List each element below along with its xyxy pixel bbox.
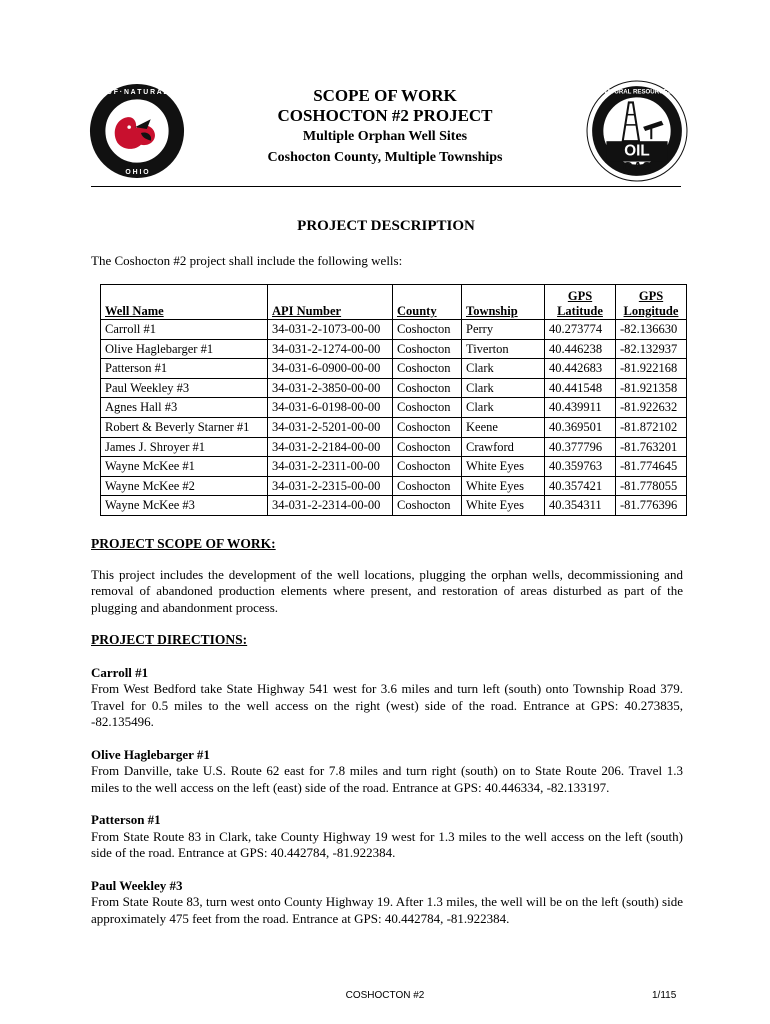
- cell-township: Clark: [462, 378, 545, 398]
- cell-county: Coshocton: [393, 320, 462, 340]
- header-gps-latitude: GPS Latitude: [545, 285, 616, 320]
- cell-well-name: Wayne McKee #3: [101, 496, 268, 516]
- direction-title: Olive Haglebarger #1: [91, 746, 210, 762]
- table-row: [101, 457, 687, 477]
- document-header: [190, 86, 580, 168]
- cell-township: White Eyes: [462, 476, 545, 496]
- cell-latitude: 40.273774: [545, 320, 616, 340]
- cell-well-name: James J. Shroyer #1: [101, 437, 268, 457]
- cell-township: White Eyes: [462, 457, 545, 477]
- cell-longitude: -81.774645: [616, 457, 687, 477]
- table-row: [101, 437, 687, 457]
- header-township: Township: [462, 285, 545, 320]
- cell-longitude: -82.132937: [616, 339, 687, 359]
- cell-township: Perry: [462, 320, 545, 340]
- cell-longitude: -81.922168: [616, 359, 687, 379]
- project-description-intro: The Coshocton #2 project shall include the following wells:: [91, 253, 403, 268]
- cell-longitude: -81.872102: [616, 417, 687, 437]
- cell-latitude: 40.357421: [545, 476, 616, 496]
- project-description-heading: PROJECT DESCRIPTION: [297, 218, 475, 234]
- cell-latitude: 40.439911: [545, 398, 616, 418]
- title-line-2: COSHOCTON #2 PROJECT: [277, 106, 493, 125]
- table-row: [101, 476, 687, 496]
- cell-township: Tiverton: [462, 339, 545, 359]
- cell-county: Coshocton: [393, 476, 462, 496]
- svg-text:NATURAL RESOURCES: NATURAL RESOURCES: [602, 88, 672, 96]
- oil-gas-division-logo: [586, 80, 688, 182]
- cell-api-number: 34-031-6-0198-00-00: [268, 398, 393, 418]
- cell-township: Crawford: [462, 437, 545, 457]
- directions-section: [91, 632, 683, 927]
- footer-project-name: COSHOCTON #2: [345, 990, 425, 1001]
- cell-latitude: 40.446238: [545, 339, 616, 359]
- cell-county: Coshocton: [393, 417, 462, 437]
- cell-well-name: Carroll #1: [101, 320, 268, 340]
- directions-heading: PROJECT DIRECTIONS:: [91, 632, 248, 647]
- cell-api-number: 34-031-2-2315-00-00: [268, 476, 393, 496]
- cell-latitude: 40.369501: [545, 417, 616, 437]
- cell-county: Coshocton: [393, 378, 462, 398]
- cell-township: Clark: [462, 359, 545, 379]
- cell-api-number: 34-031-2-1073-00-00: [268, 320, 393, 340]
- cell-api-number: 34-031-2-2311-00-00: [268, 457, 393, 477]
- direction-text: From State Route 83 in Clark, take County Highway 19 west for 1.3 miles to the well access on the left (south) side of the road. Entrance at GPS: 40.442784, -81.922384.: [91, 828, 683, 860]
- scope-paragraph: This project includes the development of the well locations, plugging the orphan wells, decommissioning and removal of abandoned production elements where present, and restoration of areas disturbed as part of the plugging and abandonment process.: [91, 566, 683, 615]
- cell-latitude: 40.354311: [545, 496, 616, 516]
- cell-latitude: 40.441548: [545, 378, 616, 398]
- cell-county: Coshocton: [393, 339, 462, 359]
- direction-title: Patterson #1: [91, 812, 161, 827]
- cell-latitude: 40.359763: [545, 457, 616, 477]
- direction-item: [91, 812, 683, 862]
- table-row: [101, 398, 687, 418]
- cell-well-name: Agnes Hall #3: [101, 398, 268, 418]
- direction-item: [91, 878, 683, 928]
- cell-api-number: 34-031-2-2184-00-00: [268, 437, 393, 457]
- cell-county: Coshocton: [393, 437, 462, 457]
- cell-api-number: 34-031-2-5201-00-00: [268, 417, 393, 437]
- direction-item: [91, 665, 683, 731]
- direction-title: Carroll #1: [91, 664, 149, 680]
- cell-township: Keene: [462, 417, 545, 437]
- cell-longitude: -81.921358: [616, 378, 687, 398]
- cell-well-name: Wayne McKee #2: [101, 476, 268, 496]
- cell-api-number: 34-031-2-2314-00-00: [268, 496, 393, 516]
- table-row: [101, 417, 687, 437]
- table-row: [101, 496, 687, 516]
- direction-text: From West Bedford take State Highway 541 west for 3.6 miles and turn left (south) onto Township Road 379. Travel for 0.5 miles to the well access on the right (west) side of the road. Entrance at GPS: 40.273835, -82.135496.: [91, 681, 683, 729]
- cell-well-name: Robert & Beverly Starner #1: [101, 417, 268, 437]
- cell-county: Coshocton: [393, 457, 462, 477]
- cell-well-name: Wayne McKee #1: [101, 457, 268, 477]
- direction-text: From Danville, take U.S. Route 62 east for 7.8 miles and turn right (south) on to State Route 206. Travel 1.3 miles to the well access on the left (east) side of the road. Entrance at GPS: 40.446334, -82.133197.: [91, 763, 683, 795]
- table-row: [101, 339, 687, 359]
- table-row: [101, 378, 687, 398]
- header-well-name: Well Name: [101, 285, 268, 320]
- cell-longitude: -81.776396: [616, 496, 687, 516]
- cell-county: Coshocton: [393, 496, 462, 516]
- cell-county: Coshocton: [393, 359, 462, 379]
- cell-api-number: 34-031-6-0900-00-00: [268, 359, 393, 379]
- wells-table-header-row: [101, 285, 687, 320]
- cell-well-name: Patterson #1: [101, 359, 268, 379]
- cell-township: White Eyes: [462, 496, 545, 516]
- scope-heading: PROJECT SCOPE OF WORK:: [91, 536, 276, 551]
- odnr-seal-logo: [88, 82, 186, 180]
- direction-item: [91, 747, 683, 797]
- wells-table: [100, 284, 687, 516]
- header-county: County: [393, 285, 462, 320]
- svg-text:GAS: GAS: [622, 158, 652, 174]
- direction-text: From State Route 83, turn west onto County Highway 19. After 1.3 miles, the well will be on the left (south) side approximately 475 feet from the road. Entrance at GPS: 40.442784, -81.922384.: [91, 894, 683, 926]
- header-api-number: API Number: [268, 285, 393, 320]
- scope-section: [91, 536, 683, 616]
- header-divider: [91, 186, 681, 187]
- title-line-1: SCOPE OF WORK: [313, 86, 457, 105]
- cell-longitude: -81.763201: [616, 437, 687, 457]
- cell-longitude: -81.778055: [616, 476, 687, 496]
- cell-api-number: 34-031-2-3850-00-00: [268, 378, 393, 398]
- cell-county: Coshocton: [393, 398, 462, 418]
- cell-township: Clark: [462, 398, 545, 418]
- subtitle-2: Coshocton County, Multiple Townships: [267, 150, 503, 165]
- svg-text:O H I O: O H I O: [125, 169, 149, 177]
- header-gps-longitude: GPS Longitude: [616, 285, 687, 320]
- cell-api-number: 34-031-2-1274-00-00: [268, 339, 393, 359]
- cell-latitude: 40.442683: [545, 359, 616, 379]
- svg-text:O F · N A T U R A L: O F · N A T U R A L: [106, 88, 168, 96]
- direction-title: Paul Weekley #3: [91, 877, 183, 893]
- table-row: [101, 320, 687, 340]
- table-row: [101, 359, 687, 379]
- cell-longitude: -82.136630: [616, 320, 687, 340]
- svg-text:OIL: OIL: [624, 142, 650, 160]
- wells-table-body: [101, 320, 687, 516]
- cell-well-name: Paul Weekley #3: [101, 378, 268, 398]
- cell-latitude: 40.377796: [545, 437, 616, 457]
- cell-longitude: -81.922632: [616, 398, 687, 418]
- footer-page-number: 1/115: [652, 990, 677, 1001]
- cell-well-name: Olive Haglebarger #1: [101, 339, 268, 359]
- subtitle-1: Multiple Orphan Well Sites: [302, 129, 468, 144]
